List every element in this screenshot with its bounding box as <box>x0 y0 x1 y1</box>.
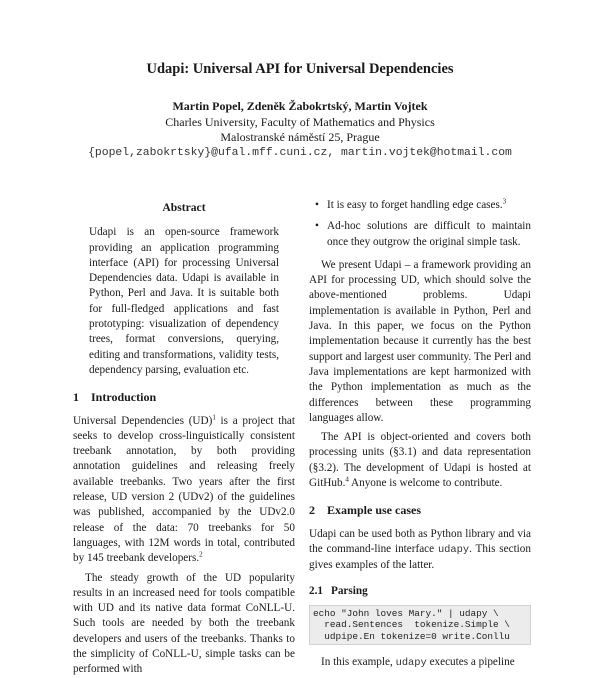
section-heading-introduction <box>73 390 295 405</box>
bullet-text: Ad-hoc solutions are difficult to maintain once they outgrow the original simple task. <box>327 220 531 248</box>
code-block <box>309 605 531 645</box>
pipeline-text-a: In this example, <box>321 656 396 669</box>
inline-code-udapy: udapy <box>395 657 427 670</box>
section-number: 2 <box>309 503 315 518</box>
section-title: Introduction <box>91 390 157 405</box>
left-column <box>73 196 295 678</box>
footnote-marker-1[interactable]: 1 <box>212 412 216 421</box>
subsection-number: 2.1 <box>309 584 323 597</box>
bullet-icon: • <box>315 220 319 233</box>
code-line: echo "John loves Mary." | udapy \ <box>313 607 499 619</box>
affiliation-line-2: Malostranské náměstí 25, Prague <box>220 130 380 144</box>
author-emails: {popel,zabokrtsky}@ufal.mff.cuni.cz, martin.vojtek@hotmail.com <box>88 146 512 159</box>
intro-paragraph-1 <box>73 414 295 567</box>
inline-code-udapy: udapy <box>437 543 470 556</box>
udapi-paragraph-2 <box>309 430 531 491</box>
author-block <box>0 99 600 161</box>
use-cases-paragraph <box>309 527 531 574</box>
paper-title: Udapi: Universal API for Universal Dependencies <box>146 61 454 77</box>
subsection-heading-parsing <box>309 584 531 599</box>
p2-text-a: The API is object-oriented and covers both processing units (§3.1) and data representation (§3.2). The development of Udapi is hosted at GitHub. <box>309 431 531 490</box>
right-column <box>309 198 531 671</box>
abstract-text: Udapi is an open-source framework providing an application programming interface (API) for processing Universal Dependencies data. Udapi is available in Python, Perl and Java. It is suitable both for full-fledged applications and fast prototyping: visualization of dependency trees, format conversions, querying, editing and transformations, validity tests, dependency parsing, evaluation etc. <box>89 226 279 376</box>
section-number: 1 <box>73 390 79 405</box>
footnote-marker-4[interactable]: 4 <box>345 475 349 484</box>
udapi-paragraph-1: We present Udapi – a framework providing an API for processing UD, which should solve the above-mentioned problems. Udapi implementation is available in Python, Perl and Java. In this paper, we focus on the Python implementation because it currently has the best support and largest user community. The Perl and Java implementations are kept harmonized with the Python implementation as much as the differences between these programming languages allow. <box>309 258 531 424</box>
footnote-marker-2[interactable]: 2 <box>199 550 203 559</box>
code-line: read.Sentences tokenize.Simple \ <box>313 619 510 631</box>
code-line: udpipe.En tokenize=0 write.Conllu <box>313 630 510 642</box>
affiliation-line-1: Charles University, Faculty of Mathematics and Physics <box>165 114 435 129</box>
use-cases-text-a: Udapi can be used both as Python library and via the command-line interface <box>309 527 531 555</box>
bullet-item <box>309 219 531 250</box>
abstract-heading: Abstract <box>162 201 206 214</box>
use-cases-text-b: . This section gives examples of the latter. <box>309 542 531 572</box>
section-heading-example-use-cases <box>309 503 531 518</box>
section-title: Example use cases <box>327 503 421 518</box>
intro-text-a: Universal Dependencies (UD) <box>73 414 213 427</box>
author-names: Martin Popel, Zdeněk Žabokrtský, Martin Vojtek <box>172 99 428 113</box>
bullet-item <box>309 198 531 213</box>
intro-paragraph-2: The steady growth of the UD popularity results in an increased need for tools compatible with UD and its native data format CoNLL-U. Such tools are needed by both the treebank developers and users of the treebanks. Thanks to the simplicity of CoNLL-U, simple tasks can be performed with <box>73 571 295 676</box>
subsection-title: Parsing <box>331 584 368 597</box>
pipeline-text-b: executes a pipeline <box>426 656 515 669</box>
bullet-text: It is easy to forget handling edge cases. <box>327 199 503 211</box>
intro-text-b: is a project that seeks to develop cross-linguistically consistent treebank annotation, by both providing annotation guidelines and releasing freely available treebanks. Two years after the first release, UD version 2 (UDv2) of the guidelines was published, accompanied by the UDv2.0 release of the data: 70 treebanks for 50 languages, with 12M words in total, contributed by 145 treebank developers. <box>73 414 295 565</box>
bullet-list <box>309 198 531 250</box>
bullet-icon: • <box>315 199 319 211</box>
p2-text-b: Anyone is welcome to contribute. <box>348 477 503 490</box>
pipeline-paragraph <box>309 655 531 671</box>
footnote-marker-3[interactable]: 3 <box>502 197 507 206</box>
